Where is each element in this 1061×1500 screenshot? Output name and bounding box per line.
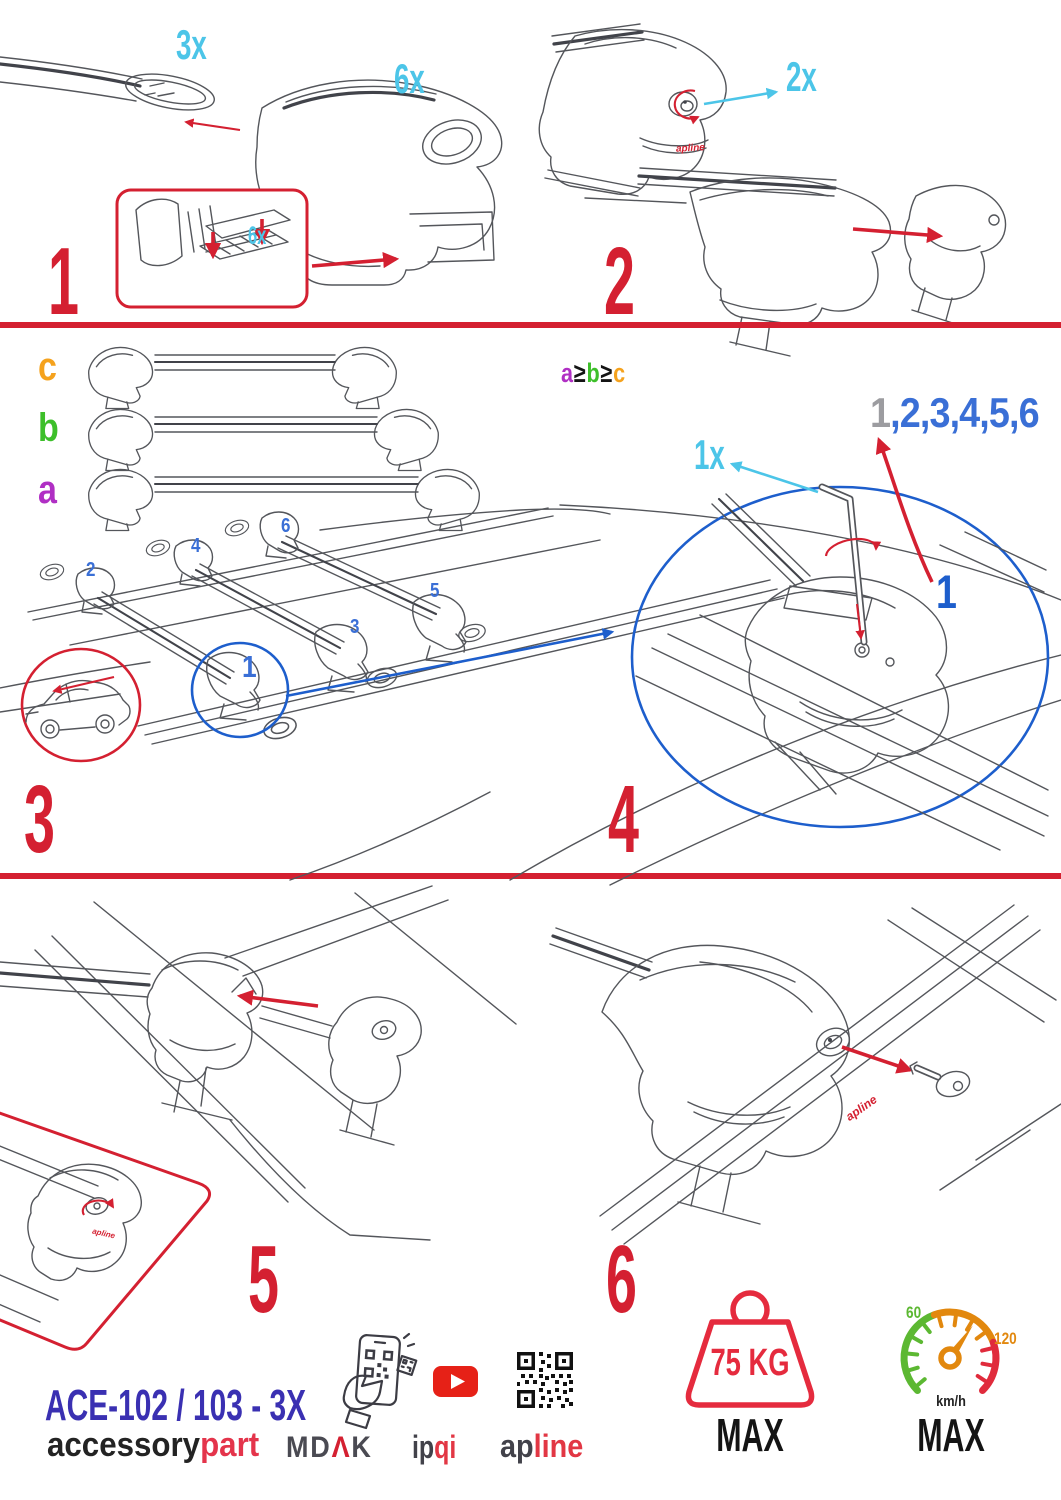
qr-code xyxy=(517,1352,573,1408)
rule-c: c xyxy=(613,358,626,388)
rule-a: a xyxy=(561,358,574,388)
step5-number: 5 xyxy=(248,1226,278,1333)
scan-phone-icon xyxy=(344,1334,417,1428)
tool-quantity-label: 1x xyxy=(694,431,725,478)
position-4-label: 4 xyxy=(191,535,201,557)
step3-number: 3 xyxy=(24,766,54,873)
mdak-k: K xyxy=(351,1431,373,1464)
ipqi-red: qi xyxy=(434,1429,457,1465)
ipqi-black: ip xyxy=(412,1429,435,1465)
step6-illustration xyxy=(550,905,1061,1244)
step2-number: 2 xyxy=(604,228,634,335)
youtube-icon xyxy=(433,1366,478,1397)
position-1-label: 1 xyxy=(242,649,257,684)
rubber-pad-inset xyxy=(117,190,307,307)
position-6-label: 6 xyxy=(281,515,291,537)
speed-max-label: MAX xyxy=(917,1409,985,1461)
car-direction-inset xyxy=(22,649,140,761)
detail-link-line xyxy=(286,632,612,696)
rule-gte1: ≥ xyxy=(573,358,587,388)
position-callout-label: 1 xyxy=(936,565,957,618)
speedometer-icon xyxy=(904,1312,996,1390)
brand-primary: accessory xyxy=(47,1426,201,1464)
apline-red: line xyxy=(533,1428,584,1464)
lock-inset-panel xyxy=(0,1092,210,1349)
position-5-label: 5 xyxy=(430,580,440,602)
rule-b: b xyxy=(586,358,601,388)
sequence-first: 1 xyxy=(870,389,891,436)
position1-highlight-circle xyxy=(192,643,288,737)
lock-quantity-label: 2x xyxy=(786,53,817,100)
mdak-md: MD xyxy=(286,1431,332,1464)
bar-quantity-label: 3x xyxy=(176,21,207,68)
separator-bottom xyxy=(0,873,1061,879)
max-weight-value: 75 KG xyxy=(710,1342,790,1384)
bar-c-label: c xyxy=(38,345,57,389)
tightening-detail-drawing xyxy=(632,440,1048,850)
weight-max-label: MAX xyxy=(716,1409,784,1461)
key-drawing xyxy=(910,1062,973,1101)
tightening-sequence-label xyxy=(870,389,1039,436)
apline-logo xyxy=(500,1430,583,1462)
speed-high-label: 120 xyxy=(994,1329,1017,1348)
pad-quantity-label: 6x xyxy=(248,222,267,250)
bar-size-chart xyxy=(89,347,480,530)
mdak-logo xyxy=(286,1433,373,1463)
roof-installation-drawing xyxy=(0,505,1061,885)
mdak-a: Λ xyxy=(331,1431,352,1464)
ipqi-logo xyxy=(412,1431,456,1463)
accessorypart-logo xyxy=(47,1428,259,1462)
position-2-label: 2 xyxy=(86,559,96,581)
step4-number: 4 xyxy=(608,766,638,873)
apline-foot-logo: apline xyxy=(843,1092,880,1124)
size-rule-label xyxy=(561,360,626,387)
foot-quantity-label: 6x xyxy=(394,55,425,102)
speed-low-label: 60 xyxy=(906,1303,922,1322)
speed-unit-label: km/h xyxy=(936,1393,966,1410)
apline-foot-logo: apline xyxy=(675,142,706,155)
sequence-rest: ,2,3,4,5,6 xyxy=(890,389,1039,436)
bar-a-label: a xyxy=(38,468,57,512)
bar-b-label: b xyxy=(38,406,59,450)
end-cap-drawing xyxy=(905,185,1006,326)
apline-foot-logo: apline xyxy=(91,1226,116,1241)
brand-accent: part xyxy=(200,1426,260,1464)
rule-gte2: ≥ xyxy=(600,358,614,388)
position-3-label: 3 xyxy=(350,616,360,638)
product-code: ACE-102 / 103 - 3X xyxy=(45,1381,307,1430)
separator-top xyxy=(0,322,1061,328)
apline-black: ap xyxy=(500,1428,534,1464)
step6-number: 6 xyxy=(606,1226,636,1333)
step1-number: 1 xyxy=(48,228,78,335)
sequence-arrow xyxy=(879,440,932,582)
